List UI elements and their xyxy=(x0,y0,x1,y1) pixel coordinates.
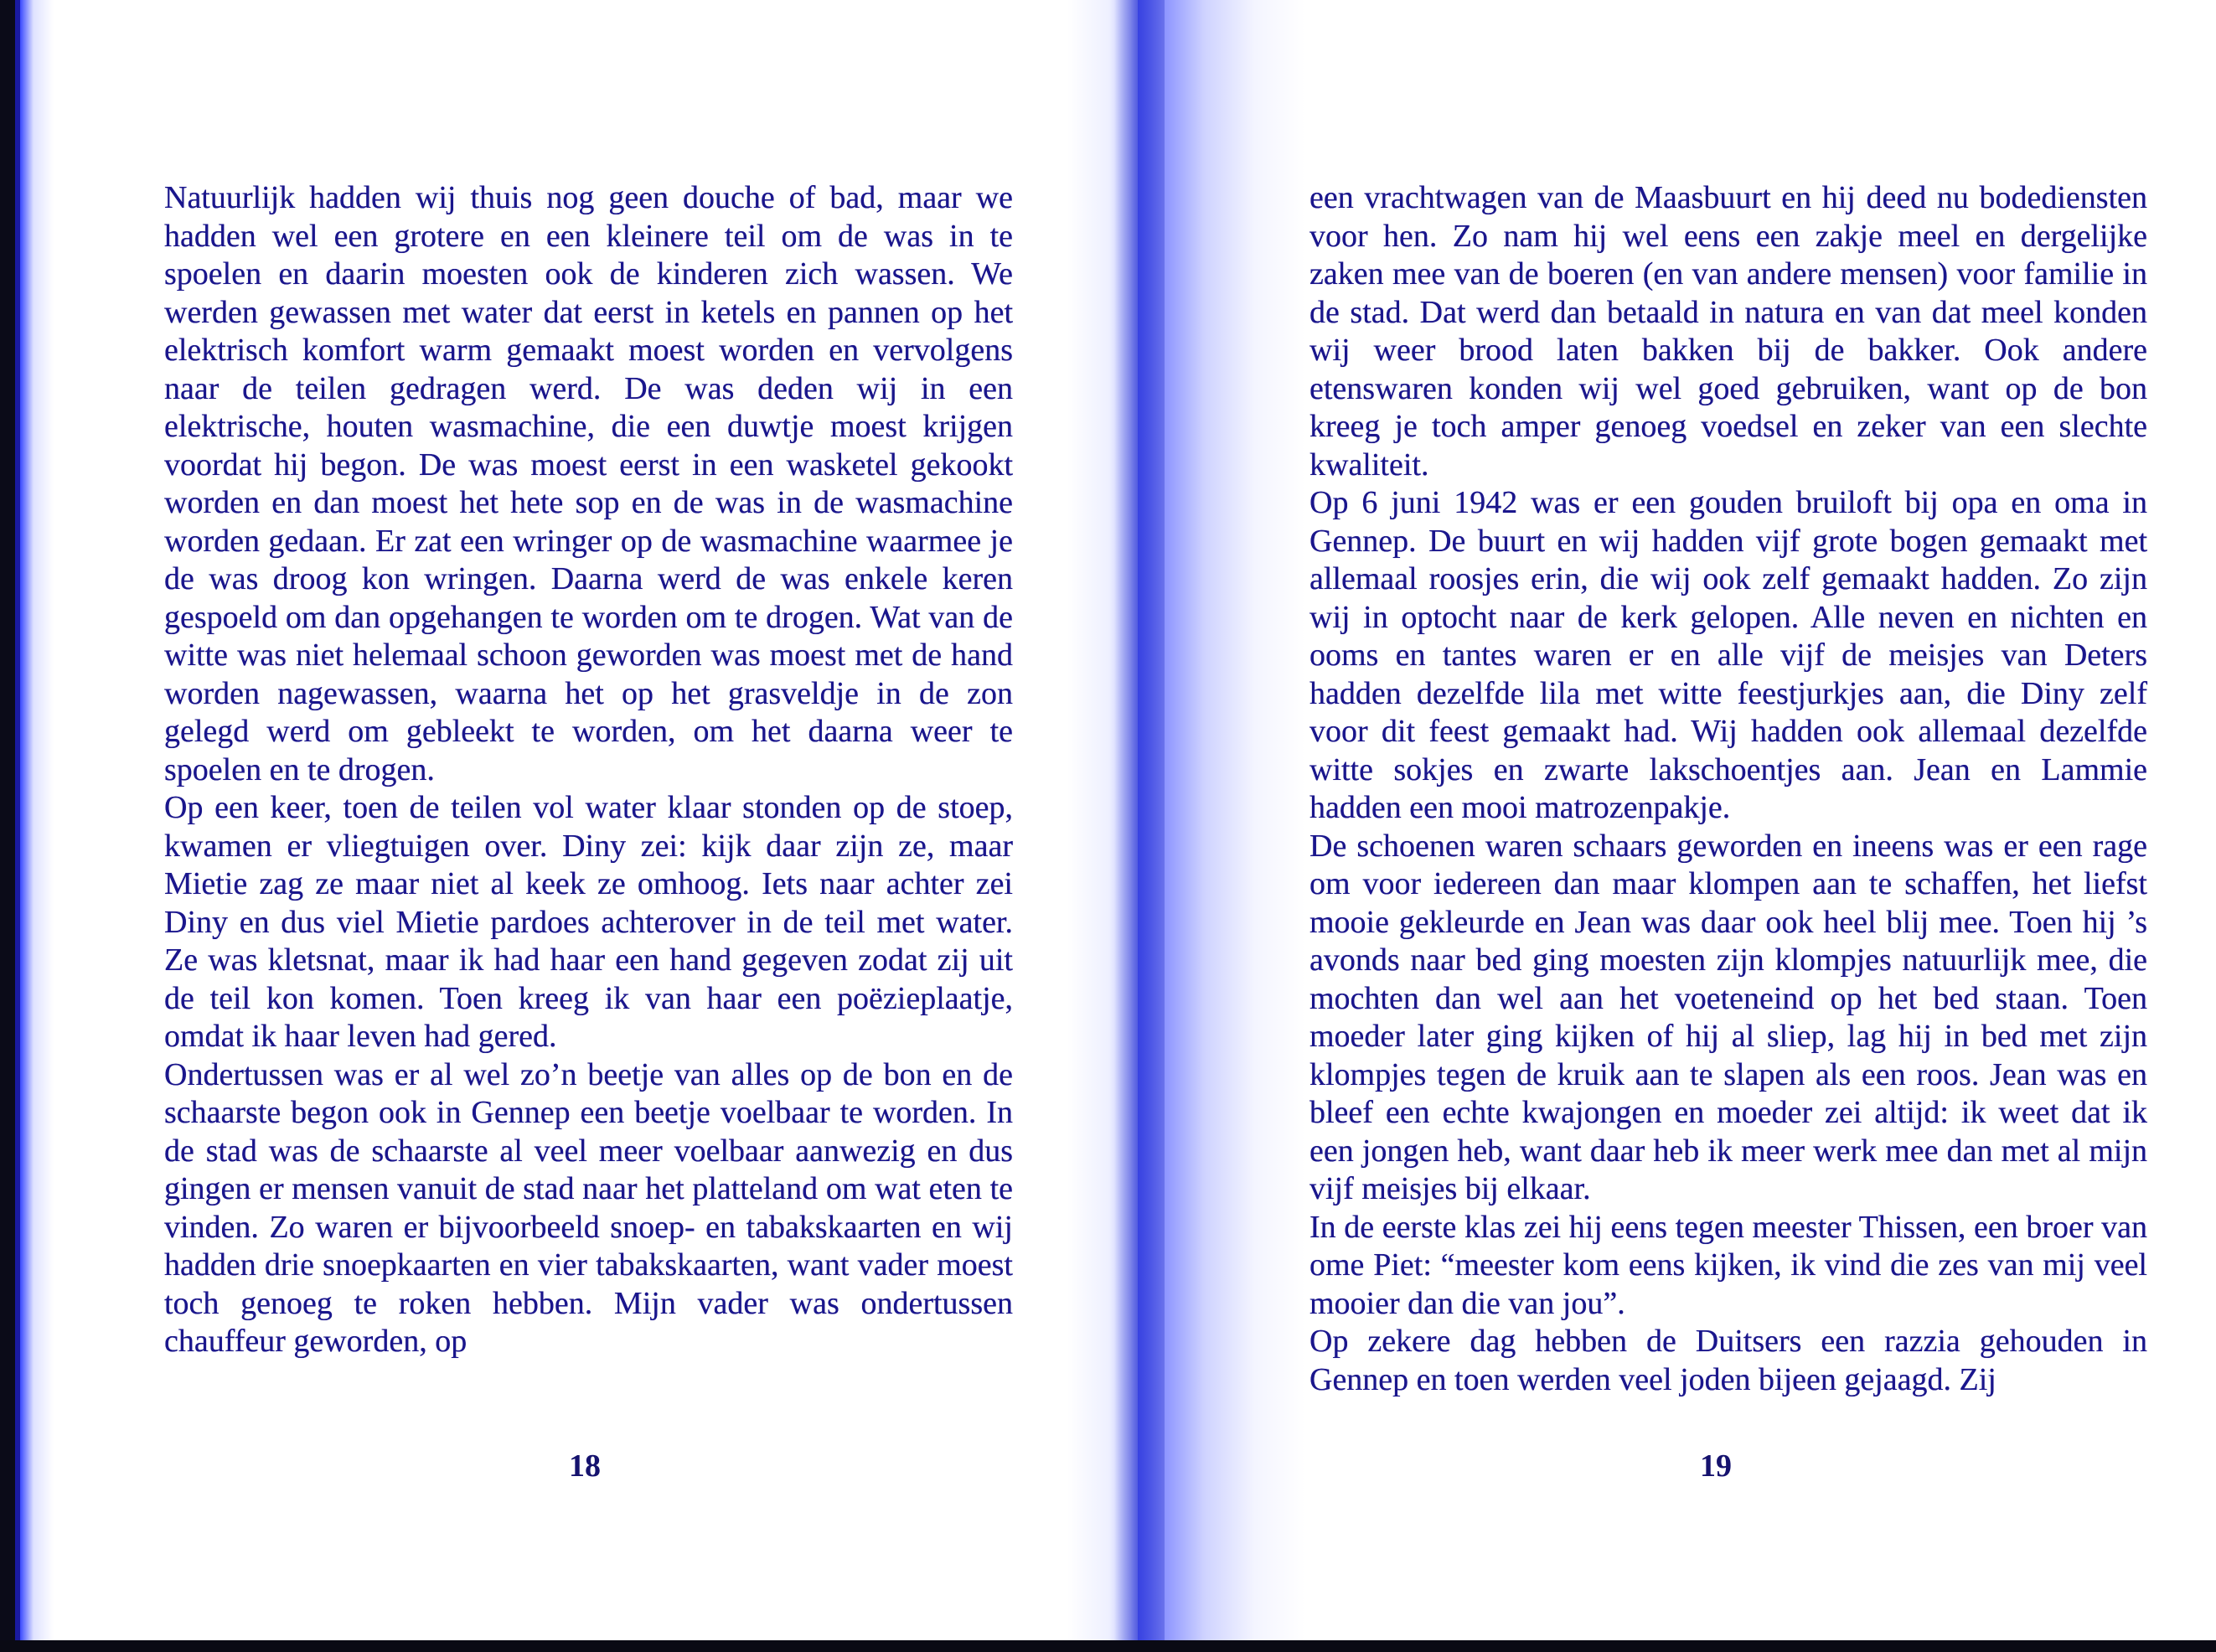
binding-gutter-shadow xyxy=(1114,0,1165,1642)
paragraph: De schoenen waren schaars geworden en ineens was er een rage om voor iedereen dan maar klompen aan te schaffen, het liefst mooie gekleurde en Jean was daar ook heel blij mee. Toen hij ’s avonds naar bed ging moesten zijn klompjes natuurlijk mee, die mochten dan wel aan het voeteneind op het bed staan. Toen moeder later ging kijken of hij al sliep, lag hij in bed met zijn klompjes tegen de kruik aan te slapen als een roos. Jean was en bleef een echte kwajongen en moeder zei altijd: ik weet dat ik een jongen heb, want daar heb ik meer werk mee dan met al mijn vijf meisjes bij elkaar. xyxy=(1309,828,2147,1206)
paragraph: Op zekere dag hebben de Duitsers een razzia gehouden in Gennep en toen werden veel joden bijeen gejaagd. Zij xyxy=(1309,1324,2147,1397)
left-page-text xyxy=(164,179,1013,1361)
bottom-edge xyxy=(0,1640,2216,1652)
right-page xyxy=(1138,0,2216,1642)
paragraph: een vrachtwagen van de Maasbuurt en hij deed nu bodediensten voor hen. Zo nam hij wel eens een zakje meel en dergelijke zaken mee van de boeren (en van andere mensen) voor familie in de stad. Dat werd dan betaald in natura en van dat meel konden wij weer brood laten bakken bij de bakker. Ook andere etenswaren konden wij wel goed gebruiken, want op de bon kreeg je toch amper genoeg voedsel en zeker van een slechte kwaliteit. xyxy=(1309,180,2147,483)
right-page-text xyxy=(1309,179,2147,1399)
paragraph: Op 6 juni 1942 was er een gouden bruiloft bij opa en oma in Gennep. De buurt en wij hadden vijf grote bogen gemaakt met allemaal roosjes erin, die wij ook zelf gemaakt hadden. Zo zijn wij in optocht naar de kerk gelopen. Alle neven en nichten en ooms en tantes waren er en alle vijf de meisjes van Deters hadden dezelfde lila met witte feestjurkjes aan, die Diny zelf voor dit feest gemaakt had. Wij hadden ook allemaal dezelfde witte sokjes en zwarte lakschoentjes aan. Jean en Lammie hadden een mooi matrozenpakje. xyxy=(1309,485,2147,825)
paragraph: In de eerste klas zei hij eens tegen meester Thissen, een broer van ome Piet: “meester kom eens kijken, ik vind die zes van mij veel mooier dan die van jou”. xyxy=(1309,1209,2147,1321)
page-number-left: 18 xyxy=(569,1448,601,1484)
paragraph: Op een keer, toen de teilen vol water klaar stonden op de stoep, kwamen er vliegtuigen over. Diny zei: kijk daar zijn ze, maar Mietie zag ze maar niet al keek ze omhoog. Iets naar achter zei Diny en dus viel Mietie pardoes achterover in de teil met water. Ze was kletsnat, maar ik had haar een hand gegeven zodat zij uit de teil kon komen. Toen kreeg ik van haar een poëzieplaatje, omdat ik haar leven had gered. xyxy=(164,790,1013,1054)
paragraph: Natuurlijk hadden wij thuis nog geen douche of bad, maar we hadden wel een grotere en een kleinere teil om de was in te spoelen en daarin moesten ook de kinderen zich wassen. We werden gewassen met water dat eerst in ketels en pannen op het elektrisch komfort warm gemaakt moest worden en vervolgens naar de teilen gedragen werd. De was deden wij in een elektrische, houten wasmachine, die een duwtje moest krijgen voordat hij begon. De was moest eerst in een wasketel gekookt worden en dan moest het hete sop en de was in de wasmachine worden gedaan. Er zat een wringer op de wasmachine waarmee je de was droog kon wringen. Daarna werd de was enkele keren gespoeld om dan opgehangen te worden om te drogen. Wat van de witte was niet helemaal schoon geworden was moest met de hand worden nagewassen, waarna het op het grasveldje in de zon gelegd werd om gebleekt te worden, om het daarna weer te spoelen en te drogen. xyxy=(164,180,1013,787)
left-page xyxy=(15,0,1143,1642)
paragraph: Ondertussen was er al wel zo’n beetje van alles op de bon en de schaarste begon ook in Gennep een beetje voelbaar te worden. In de stad was de schaarste al veel meer voelbaar aanwezig en dus gingen er mensen vanuit de stad naar het platteland om wat eten te vinden. Zo waren er bijvoorbeeld snoep- en tabakskaarten en wij hadden drie snoepkaarten en vier tabakskaarten, want vader moest toch genoeg te roken hebben. Mijn vader was ondertussen chauffeur geworden, op xyxy=(164,1056,1013,1359)
page-number-right: 19 xyxy=(1700,1448,1732,1484)
